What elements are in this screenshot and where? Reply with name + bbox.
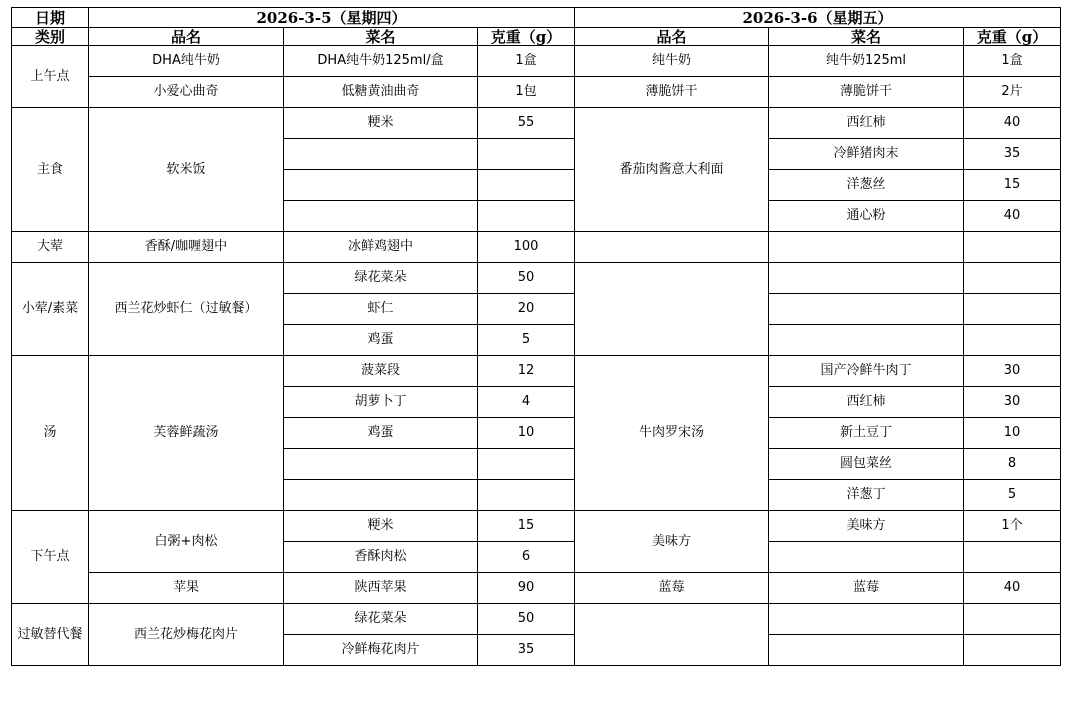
day2-weight [964,294,1061,325]
day2-weight: 35 [964,139,1061,170]
day1-weight: 20 [478,294,575,325]
date-label: 日期 [12,8,89,28]
day1-weight: 1包 [478,77,575,108]
day1-weight: 6 [478,542,575,573]
day1-weight: 35 [478,635,575,666]
table-row [12,232,1061,263]
day2-dish: 洋葱丁 [769,480,964,511]
day2-weight [964,542,1061,573]
day2-item [575,263,769,356]
table-row [12,108,1061,139]
day1-dish: 粳米 [284,108,478,139]
day1-weight: 50 [478,263,575,294]
day2-dish: 纯牛奶125ml [769,46,964,77]
day2-dish [769,604,964,635]
day1-weight [478,139,575,170]
day2-col-item: 品名 [575,28,769,46]
day2-dish: 圆包菜丝 [769,449,964,480]
category-staple: 主食 [12,108,89,232]
day1-weight [478,480,575,511]
menu-table [11,7,1061,666]
day2-weight: 1盒 [964,46,1061,77]
day2-item: 番茄肉酱意大利面 [575,108,769,232]
day1-dish: 鸡蛋 [284,418,478,449]
day2-dish [769,294,964,325]
date-header-row [12,8,1061,28]
day1-dish: 鸡蛋 [284,325,478,356]
day1-weight: 5 [478,325,575,356]
day1-item: DHA纯牛奶 [89,46,284,77]
day2-weight: 1个 [964,511,1061,542]
day1-col-dish: 菜名 [284,28,478,46]
day1-col-weight: 克重（g） [478,28,575,46]
day2-item: 蓝莓 [575,573,769,604]
day1-item: 西兰花炒虾仁（过敏餐） [89,263,284,356]
day2-weight: 5 [964,480,1061,511]
day1-dish: 冷鲜梅花肉片 [284,635,478,666]
category-morning-snack: 上午点 [12,46,89,108]
day1-dish: 冰鲜鸡翅中 [284,232,478,263]
day2-item [575,232,769,263]
day1-dish: 香酥肉松 [284,542,478,573]
day2-item: 美味方 [575,511,769,573]
day1-dish: 菠菜段 [284,356,478,387]
day1-weight: 15 [478,511,575,542]
day1-weight: 50 [478,604,575,635]
day1-dish: DHA纯牛奶125ml/盒 [284,46,478,77]
day2-dish [769,325,964,356]
table-row [12,356,1061,387]
day2-weight: 30 [964,387,1061,418]
day1-dish: 虾仁 [284,294,478,325]
day1-item: 香酥/咖喱翅中 [89,232,284,263]
day2-dish [769,635,964,666]
day2-col-weight: 克重（g） [964,28,1061,46]
category-side-dish: 小荤/素菜 [12,263,89,356]
day2-col-dish: 菜名 [769,28,964,46]
day2-dish [769,542,964,573]
day1-weight: 1盒 [478,46,575,77]
category-soup: 汤 [12,356,89,511]
day1-dish [284,170,478,201]
category-label: 类别 [12,28,89,46]
day1-item: 苹果 [89,573,284,604]
day2-dish: 通心粉 [769,201,964,232]
day2-weight: 10 [964,418,1061,449]
day2-weight [964,263,1061,294]
table-row [12,511,1061,542]
day2-weight: 40 [964,108,1061,139]
day1-dish [284,480,478,511]
day2-dish: 洋葱丝 [769,170,964,201]
day1-item: 白粥+肉松 [89,511,284,573]
day2-dish [769,232,964,263]
day2-weight: 8 [964,449,1061,480]
day1-weight: 4 [478,387,575,418]
day2-dish: 美味方 [769,511,964,542]
day1-item: 西兰花炒梅花肉片 [89,604,284,666]
day1-dish: 粳米 [284,511,478,542]
day2-item: 纯牛奶 [575,46,769,77]
day1-weight [478,449,575,480]
day2-dish: 新土豆丁 [769,418,964,449]
day1-weight [478,170,575,201]
day1-weight: 10 [478,418,575,449]
day2-weight [964,635,1061,666]
table-row [12,263,1061,294]
day1-date: 2026-3-5（星期四） [89,8,575,28]
table-row [12,604,1061,635]
day1-item: 小爱心曲奇 [89,77,284,108]
day2-dish: 国产冷鲜牛肉丁 [769,356,964,387]
day2-weight: 2片 [964,77,1061,108]
day1-weight [478,201,575,232]
category-allergy-alt: 过敏替代餐 [12,604,89,666]
table-row [12,46,1061,77]
day2-weight [964,604,1061,635]
day2-date: 2026-3-6（星期五） [575,8,1061,28]
day1-dish: 陕西苹果 [284,573,478,604]
day2-item [575,604,769,666]
day1-weight: 100 [478,232,575,263]
day2-item: 牛肉罗宋汤 [575,356,769,511]
day1-weight: 90 [478,573,575,604]
day1-dish: 绿花菜朵 [284,604,478,635]
day1-dish: 绿花菜朵 [284,263,478,294]
column-header-row [12,28,1061,46]
day1-item: 软米饭 [89,108,284,232]
day1-dish: 胡萝卜丁 [284,387,478,418]
day2-dish: 西红柿 [769,108,964,139]
table-row [12,573,1061,604]
day2-weight: 15 [964,170,1061,201]
day2-dish [769,263,964,294]
day1-dish [284,449,478,480]
day2-weight: 40 [964,201,1061,232]
day2-dish: 蓝莓 [769,573,964,604]
day1-weight: 55 [478,108,575,139]
day2-weight [964,232,1061,263]
day1-weight: 12 [478,356,575,387]
category-afternoon-snack: 下午点 [12,511,89,604]
day2-weight: 40 [964,573,1061,604]
day2-weight [964,325,1061,356]
table-row [12,77,1061,108]
category-main-meat: 大荤 [12,232,89,263]
day2-weight: 30 [964,356,1061,387]
day1-item: 芙蓉鲜蔬汤 [89,356,284,511]
day1-dish [284,201,478,232]
day1-dish: 低糖黄油曲奇 [284,77,478,108]
day2-item: 薄脆饼干 [575,77,769,108]
day2-dish: 西红柿 [769,387,964,418]
day2-dish: 薄脆饼干 [769,77,964,108]
day2-dish: 冷鲜猪肉末 [769,139,964,170]
day1-col-item: 品名 [89,28,284,46]
day1-dish [284,139,478,170]
